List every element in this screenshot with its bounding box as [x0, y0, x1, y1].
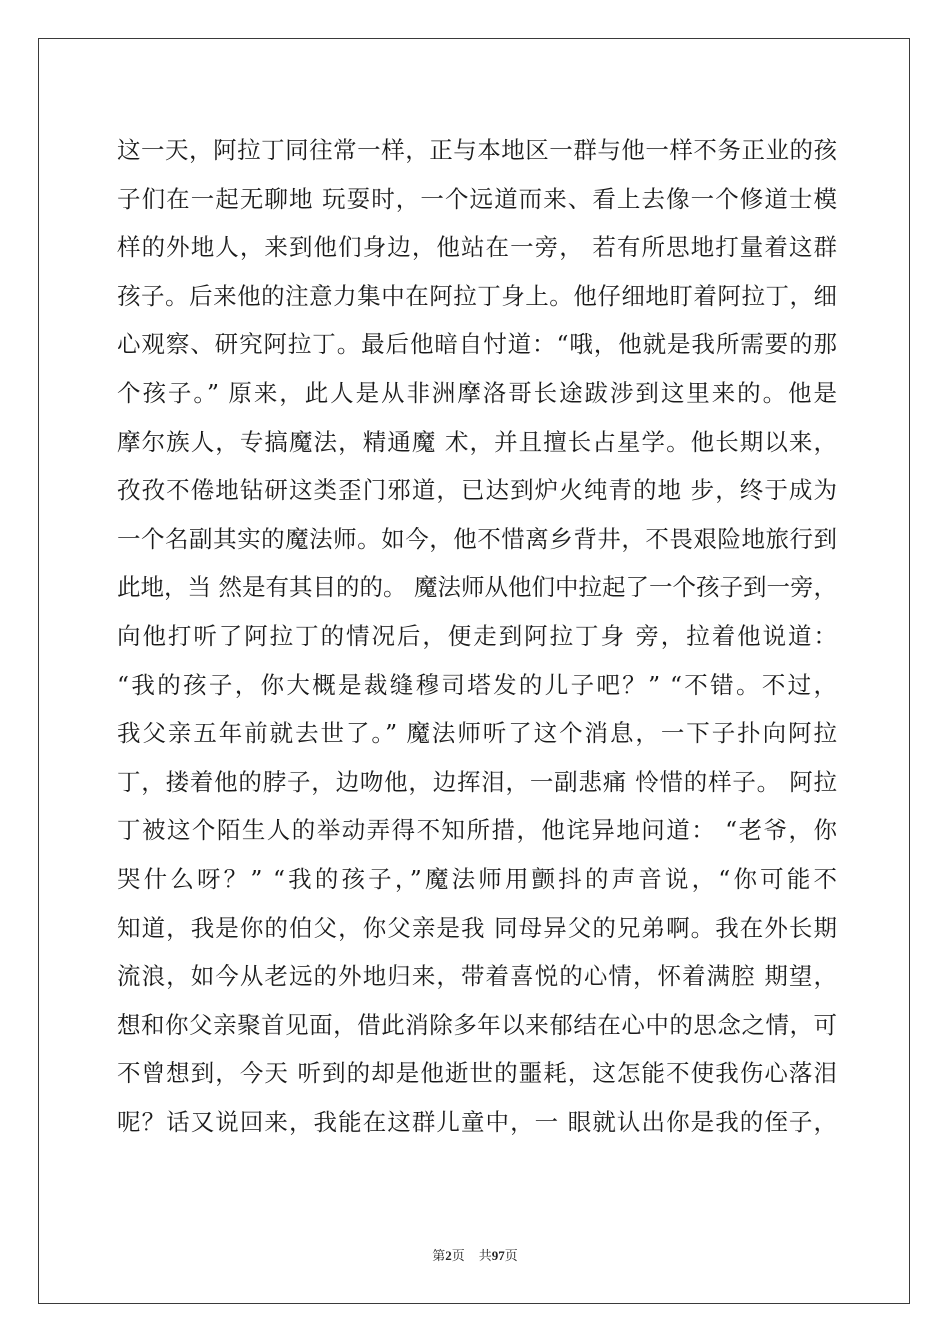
total-pages: 97 [491, 1248, 505, 1263]
page-suffix: 页 [451, 1249, 465, 1264]
text-line: 呢？话又说回来，我能在这群儿童中，一 眼就认出你是我的侄子， [117, 1107, 837, 1136]
text-line: 此地，当 然是有其目的的。 魔法师从他们中拉起了一个孩子到一旁， [117, 573, 837, 602]
text-line: “我的孩子，你大概是裁缝穆司塔发的儿子吧？” “不错。不过， [117, 670, 837, 699]
text-line: 向他打听了阿拉丁的情况后，便走到阿拉丁身 旁，拉着他说道： [117, 621, 837, 650]
text-line: 哭什么呀？” “我的孩子，”魔法师用颤抖的声音说，“你可能不 [117, 864, 837, 893]
page-footer [0, 1245, 950, 1264]
text-line: 一个名副其实的魔法师。如今，他不惜离乡背井，不畏艰险地旅行到 [117, 524, 837, 553]
text-line: 知道，我是你的伯父，你父亲是我 同母异父的兄弟啊。我在外长期 [117, 913, 837, 942]
text-line: 这一天，阿拉丁同往常一样，正与本地区一群与他一样不务正业的孩 [117, 136, 837, 164]
text-line: 丁被这个陌生人的举动弄得不知所措，他诧异地问道： “老爷，你 [117, 816, 837, 845]
text-line: 流浪，如今从老远的外地归来，带着喜悦的心情，怀着满腔 期望， [117, 962, 837, 991]
text-line: 想和你父亲聚首见面，借此消除多年以来郁结在心中的思念之情，可 [117, 1010, 837, 1039]
total-suffix: 页 [504, 1249, 518, 1264]
text-line: 摩尔族人，专搞魔法，精通魔 术，并且擅长占星学。他长期以来， [117, 427, 837, 456]
page-prefix: 第 [432, 1249, 446, 1264]
text-line: 子们在一起无聊地 玩耍时，一个远道而来、看上去像一个修道士模 [117, 184, 837, 213]
text-line: 孜孜不倦地钻研这类歪门邪道，已达到炉火纯青的地 步，终于成为 [117, 476, 837, 505]
text-line: 丁，搂着他的脖子，边吻他，边挥泪，一副悲痛 怜惜的样子。 阿拉 [117, 767, 837, 796]
text-line: 心观察、研究阿拉丁。最后他暗自忖道：“哦，他就是我所需要的那 [117, 330, 837, 359]
text-line: 个孩子。” 原来，此人是从非洲摩洛哥长途跋涉到这里来的。他是 [117, 378, 837, 407]
text-line: 样的外地人，来到他们身边，他站在一旁， 若有所思地打量着这群 [117, 233, 837, 262]
text-line: 不曾想到，今天 听到的却是他逝世的噩耗，这怎能不使我伤心落泪 [117, 1059, 837, 1088]
body-text [117, 126, 837, 1146]
total-prefix: 共 [478, 1249, 492, 1264]
text-line: 孩子。后来他的注意力集中在阿拉丁身上。他仔细地盯着阿拉丁，细 [117, 281, 837, 310]
text-line: 我父亲五年前就去世了。” 魔法师听了这个消息，一下子扑向阿拉 [117, 719, 837, 748]
page-number: 2 [445, 1248, 452, 1263]
